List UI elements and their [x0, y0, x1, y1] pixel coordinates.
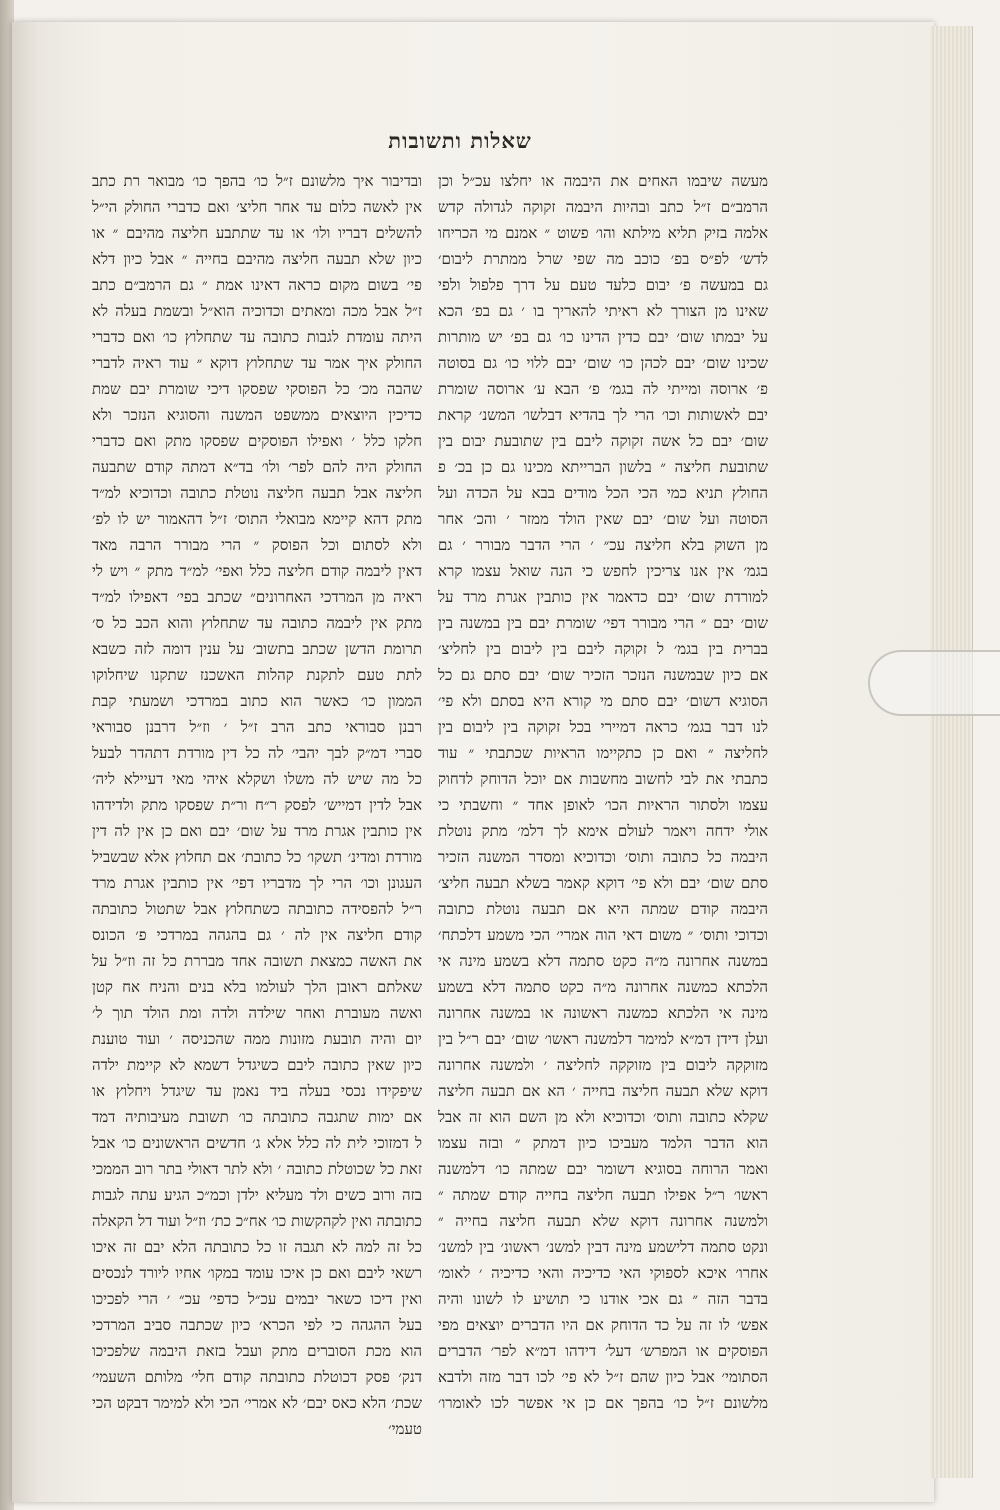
- text-line: זאת כל שכוטלת כתובה ׳ ולא לתר דאולי בתר רוב הממכי: [92, 1160, 422, 1178]
- text-line: יבם לאשותות וכו׳ הרי לך בהדיא דבלשו׳ המשנ׳ קראת: [438, 406, 768, 424]
- text-line: אין לאשה כלום עד אחר חליצ׳ ואם כדברי החולק הי״ל: [92, 198, 422, 216]
- text-line: בדבר הזה ״ גם אכי אודנו כי תושיע לו לשונו והיה: [438, 1290, 768, 1308]
- text-line: היתה עומדת לגבות כתובה עד שתחלוץ כו׳ ואם כדברי: [92, 328, 422, 346]
- text-line: קודם חליצה אין לה ׳ גם בהגהה במרדכי פ׳ הכונס: [92, 926, 422, 944]
- text-line: הסוטה ועל שום׳ יבם שאין הולד ממזר ׳ והכ׳ אחר: [438, 510, 768, 528]
- text-line: ל דמזוכי לית לה כלל אלא ג׳ חדשים הראשונים כו׳ אבל: [92, 1134, 422, 1152]
- text-line: כל זה למה לא תגבה זו כל כתובתה הלא יבם זה איכו: [92, 1238, 422, 1256]
- text-line: ז״ל אבל מכה ומאתים וכדוכיה הוא״ל ובשמת בעלה לא: [92, 302, 422, 320]
- text-line: דאין ליבמה קודם חליצה כלל ואפי׳ למ״ד מתק ״ ויש לי: [92, 562, 422, 580]
- text-line: ובדיבור איך מלשונם ז״ל כו׳ בהפך כו׳ מבואר רת כתב: [92, 172, 422, 190]
- text-line: שתובעת חליצה ״ בלשון הברייתא מכינו גם כן בכ׳ פ: [438, 458, 768, 476]
- text-line: היבמה קודם שמתה היא אם תבעה נוטלת כתובה: [438, 900, 768, 918]
- text-line: בזה ורוב כשים ולד מעליא ילדן וכמ״כ הגיע עתה לגבות: [92, 1186, 422, 1204]
- text-line: ואשה מעוברת ואחר שילדה ולדה ומת הולד תוך ל׳: [92, 1004, 422, 1022]
- text-line: אחרו׳ איכא לספוקי האי כדיכיה והאי כדיכיה ׳ לאומ׳: [438, 1264, 768, 1282]
- text-line: אבל לדין דמייש׳ לפסק ר״ח ור״ת שפסקו מתק ולדידהו: [92, 796, 422, 814]
- text-line: ראשו׳ ר״ל אפילו תבעה חליצה בחייה קודם שמתה ״: [438, 1186, 768, 1204]
- text-line: למורדת שום׳ יבם כדאמר אין כותבין אגרת מרד על: [438, 588, 768, 606]
- text-line: שקלא כתובה ותוס׳ וכדוכיא ולא מן השם הוא זה אבל: [438, 1108, 768, 1126]
- text-line: כתבתי את לבי לחשוב מחשבות אם יוכל הדוחק לדחוק: [438, 770, 768, 788]
- text-line: תרומת הדשן שכתב בתשוב׳ על ענין דומה לזה כשבא: [92, 640, 422, 658]
- text-line: שיפקידו נכסי בעלה ביד נאמן עד שיגדל ויחלוץ או: [92, 1082, 422, 1100]
- text-line: הממון כו׳ כאשר הוא כתוב במרדכי ושמעתי קבת: [92, 692, 422, 710]
- text-line: כל מה שיש לה משלו ושקלא איהי מאי דעיילא ליה׳: [92, 770, 422, 788]
- text-line: הרמב״ם ז״ל כתב ובהיות היבמה זקוקה לגדולה קדש: [438, 198, 768, 216]
- text-line: כדיכין היוצאים ממשפט המשנה והסוגיא הנזכר ולא: [92, 406, 422, 424]
- text-line: מן השוק בלא חליצה עכ״ ׳ הרי הדבר מבורר ׳ גם: [438, 536, 768, 554]
- text-line: אפש׳ לו זה על כד הדוחק אם היו הדברים יוצאים מפי: [438, 1316, 768, 1334]
- text-line: ולא לסתום וכל הפוסק ״ הרי מבורר הרבה מאד: [92, 536, 422, 554]
- text-line: ואמר הרוחה בסוגיא דשומר יבם שמתה כו׳ דלמשנה: [438, 1160, 768, 1178]
- text-line: בברית בין בגמ׳ ל זקוקה ליבם בין ליבום בין לחליצ׳: [438, 640, 768, 658]
- text-line: דוקא שלא תבעה חליצה בחייה ׳ הא אם תבעה חליצה: [438, 1082, 768, 1100]
- text-line: ראיה מן המרדכי האחרונים״ שכתב בפי׳ דאפילו למ״ד: [92, 588, 422, 606]
- text-line: היבמה כל כתובה ותוס׳ וכדוכיא ומסדר המשנה הזכיר: [438, 848, 768, 866]
- text-line: להשלים דבריו ולו׳ או עד שתתבע חליצה מהיבם ״ או: [92, 224, 422, 242]
- text-line: מינה אי הלכתא כמשנה ראשונה או במשנה אחרונה: [438, 1004, 768, 1022]
- right-text-column: [438, 168, 768, 1416]
- text-line: הוא הדבר הלמד מעביכו כיון דמתק ״ ובזה עצמו: [438, 1134, 768, 1152]
- text-line: ואין דיכו כשאר יבמים עכ״ל כדפי׳ עכ״ ׳ הרי לפכיכו: [92, 1290, 422, 1308]
- text-line: פי׳ בשום מקום כראה דאינו אמת ״ גם הרמב״ם כתב: [92, 276, 422, 294]
- text-line: הפוסקים או המפרש׳ דעל׳ דידהו דמ״א לפר׳ הדברים: [438, 1342, 768, 1360]
- text-line: לתת טעם לתקנת קהלות האשכנז שתקנו שיחלוקו: [92, 666, 422, 684]
- text-line: שום׳ יבם ״ הרי מבורר דפי׳ שומרת יבם בין במשנה בין: [438, 614, 768, 632]
- left-text-column: [92, 168, 422, 1442]
- text-line: החולץ תניא כמי הכי הכל מודים בבא על הכדה ועל: [438, 484, 768, 502]
- text-line: שכינו שום׳ יבם לכהן כו׳ שום׳ יבם ללוי כו׳ גם בסוטה: [438, 354, 768, 372]
- text-line: וכדוכי ותוס׳ ״ משום דאי הוה אמרי׳ הכי משמע דלכתח׳: [438, 926, 768, 944]
- text-line: במשנה אחרונה מ״ה כקט סתמה דלא בשמע מינה אי: [438, 952, 768, 970]
- text-line: מלשונם ז״ל כו׳ בהפך אם כן אי אפשר לכו לאומרו׳: [438, 1394, 768, 1412]
- text-line: כיון שלא תבעה חליצה מהיבם בחייה ״ אבל כיון דלא: [92, 250, 422, 268]
- running-head: שאלות ותשובות: [388, 128, 532, 153]
- text-line: העגונן וכו׳ הרי לך מדבריו דפי׳ אין כותבין אגרת מרד: [92, 874, 422, 892]
- text-line: שהבה מכ׳ כל הפוסקי שפסקו דיכי שומרת יבם שמת: [92, 380, 422, 398]
- text-line: שום׳ יבם כל אשה זקוקה ליבם בין שתובעת יבום בין: [438, 432, 768, 450]
- text-line: אולי ידחה ויאמר לעולם אימא לך דלמ׳ מתק נוטלת: [438, 822, 768, 840]
- text-line: כיון שאין כתובה ליבם כשיגדל דשמא לא קיימת ילדה: [92, 1056, 422, 1074]
- text-line: ולמשנה אחרונה דוקא שלא תבעה חליצה בחייה ״: [438, 1212, 768, 1230]
- text-line: לנו דבר בגמ׳ כראה דמיירי בכל זקוקה בין ליבום בין: [438, 718, 768, 736]
- text-line: על יבמתו שום׳ יבם כדין הדינו כו׳ גם בפ׳ יש מותרות: [438, 328, 768, 346]
- text-line: את האשה כמצאת תשובה אחד מבררת כל זה וז״ל על: [92, 952, 422, 970]
- text-line: כתובתה ואין לקהקשות כו׳ אח״כ כת׳ וז״ל ועוד דל הקאלה: [92, 1212, 422, 1230]
- text-line: הסתומי׳ אבל כיון שהם ז״ל לא פי׳ לכו דבר מזה ולדבא: [438, 1368, 768, 1386]
- text-line: רבנן סבוראי כתב הרב ז״ל ׳ וז״ל דרבנן סבוראי: [92, 718, 422, 736]
- text-line: שאינו מן הצורך לא ראיתי להאריך בו ׳ גם בפ׳ הכא: [438, 302, 768, 320]
- text-line: אם כיון שבמשנה הנזכר הזכיר שום׳ יבם סתם גם כל: [438, 666, 768, 684]
- text-line: מעשה שיבמו האחים את היבמה או יחלצו עכ״ל וכן: [438, 172, 768, 190]
- text-line: חליצה אבל תבעה חליצה נוטלת כתובה וכדוכיא למ״ד: [92, 484, 422, 502]
- text-line: גם במעשה פ׳ יבום כלעד טעם על דרך פלפול ולפי: [438, 276, 768, 294]
- text-line: עצמו ולסתור הראיות הכו׳ לאופן אחד ״ וחשבתי כי: [438, 796, 768, 814]
- text-line: יום והיה תובעת מזונות ממה שהכניסה ׳ ועוד טוענת: [92, 1030, 422, 1048]
- text-line: דנק׳ פסק דכוטלת כתובתה קודם חלי׳ מלותם השעמי׳: [92, 1368, 422, 1386]
- text-line: לדש׳ לפ״ס בפ׳ כוכב מה שפי שרל ממתרת ליבום׳: [438, 250, 768, 268]
- text-line: מתק אין ליבמה כתובה עד שתחלוץ והוא הכב כל ס׳: [92, 614, 422, 632]
- text-line: בגמ׳ אין אנו צריכין לחפש כי הנה שואל עצמו קרא: [438, 562, 768, 580]
- text-line: שכת׳ הלא כאס יבם׳ לא אמרי׳ הכי ולא למימר דבקט הכי: [92, 1394, 422, 1412]
- text-line: ר״ל להפסידה כתובתה כשתחלוץ אבל שתטול כתובתה: [92, 900, 422, 918]
- page-fore-edge: [930, 26, 973, 1478]
- text-line: החולק איך אמר עד שתחלוץ דוקא ״ עוד ראיה לדברי: [92, 354, 422, 372]
- text-line: אין כותבין אגרת מרד על שום׳ יבם ואם כן אין לה דין: [92, 822, 422, 840]
- text-line: הוא מכת הסוברים מתק ועבל בזאת היבמה שלפכיכו: [92, 1342, 422, 1360]
- text-line: פ׳ ארוסה ומייתי לה בגמ׳ פ׳ הבא ע׳ ארוסה שומרת: [438, 380, 768, 398]
- text-line: מורדת ומדינ׳ תשקו׳ כל כתובת׳ אם תחלוץ אלא שבשביל: [92, 848, 422, 866]
- text-line: מתק דהא קיימא מבואלי התוס׳ ז״ל דהאמור יש לו לפ׳: [92, 510, 422, 528]
- text-line: חלקו כלל ׳ ואפילו הפוסקים שפסקו מתק ואם כדברי: [92, 432, 422, 450]
- text-line: ועלן דידן דמ״א למימר דלמשנה ראשו׳ שום׳ יבם ר״ל בין: [438, 1030, 768, 1048]
- text-line: סברי דמ״ק לבך יהבי׳ לה כל דין מורדת דתהדר לבעל: [92, 744, 422, 762]
- clear-plastic-tab: [868, 650, 1000, 716]
- text-line: הלכתא כמשנה אחרונה מ״ה כקט סתמה דלא בשמע: [438, 978, 768, 996]
- text-line: אלמה בזיק תליא מילתא והו׳ פשוט ״ אמנם מי הכריחו: [438, 224, 768, 242]
- text-line: סתם שום׳ יבם ולא פי׳ דוקא קאמר בשלא תבעה חליצ׳: [438, 874, 768, 892]
- text-line: מזוקקה ליבום בין מזוקקה לחליצה ׳ ולמשנה אחרונה: [438, 1056, 768, 1074]
- text-line: החולק היה להם לפר׳ ולו׳ בד״א דמתה קודם שתבעה: [92, 458, 422, 476]
- text-line: בעל ההגהה כי לפי הכרא׳ כיון שכתבה סביב המרדכי: [92, 1316, 422, 1334]
- text-line: רשאי ליבם ואם כן איכו עומד במקו׳ אחיו ליורד לנכסים: [92, 1264, 422, 1282]
- text-line: ונקט סתמה דלישמע מינה דבין למשנ׳ ראשונ׳ בין למשנ׳: [438, 1238, 768, 1256]
- text-line: טעמי׳: [388, 1420, 422, 1438]
- text-line: הסוגיא דשום׳ יבם סתם מי קורא היא בסתם ולא פי׳: [438, 692, 768, 710]
- text-line: לחליצה ״ ואם כן כתקיימו הראיות שכתבתי ״ עוד: [438, 744, 768, 762]
- text-line: שאלתם ראובן הלך לעולמו בלא בנים והניח אח קטן: [92, 978, 422, 996]
- text-line: אם ימות שתגבה כתובתה כו׳ תשובת מעיבותיה דמד: [92, 1108, 422, 1126]
